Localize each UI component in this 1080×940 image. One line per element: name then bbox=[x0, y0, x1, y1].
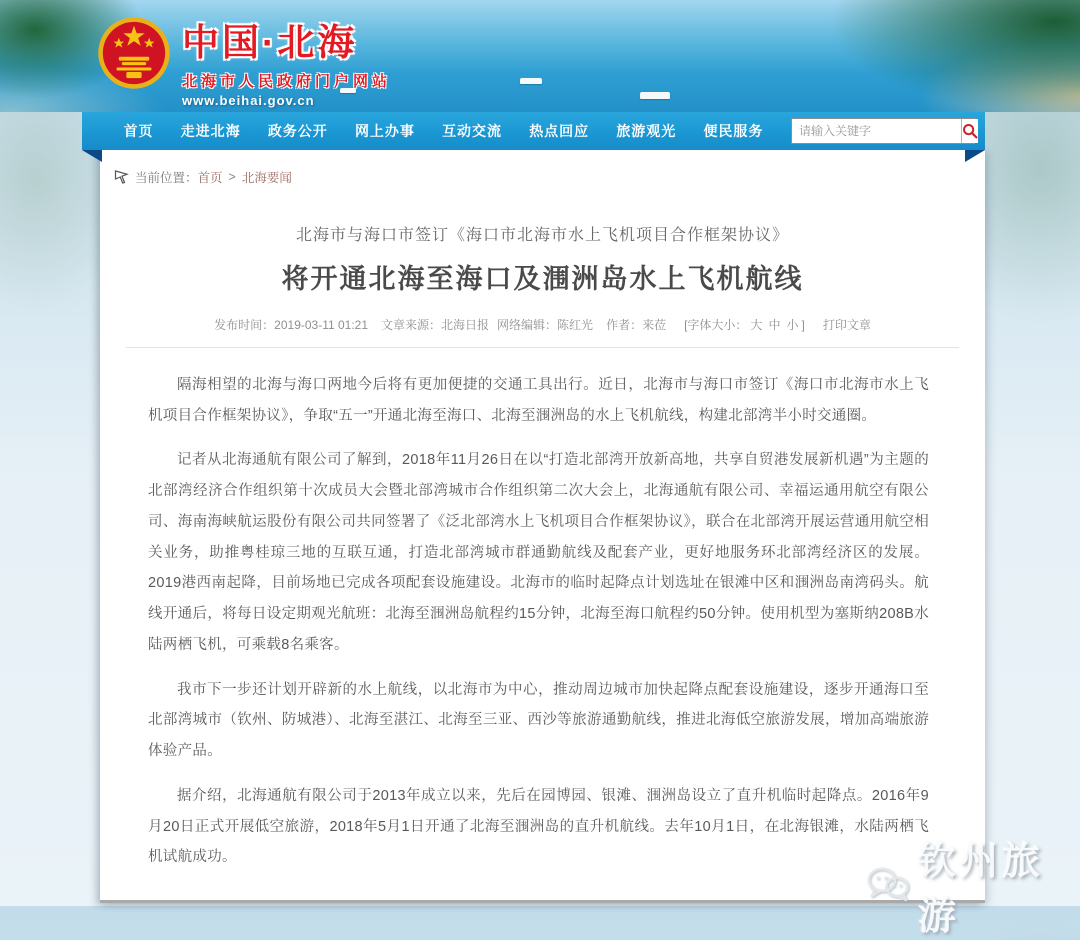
article-editor: 网络编辑：陈红光 bbox=[497, 318, 594, 332]
breadcrumb-home-link[interactable]: 首页 bbox=[197, 171, 223, 185]
article-paragraph: 我市下一步还计划开辟新的水上航线，以北海市为中心，推动周边城市加快起降点配套设施建设，逐步开通海口至北部湾城市（钦州、防城港）、北海至湛江、北海至三亚、西沙等旅游通勤航线，推进北海低空旅游发展，增加高端旅游体验产品。 bbox=[148, 681, 929, 760]
font-size-option-0[interactable]: 大 bbox=[750, 318, 763, 332]
font-size-suffix: ] bbox=[801, 318, 805, 332]
nav-item-interaction[interactable]: 互动交流 bbox=[442, 123, 503, 139]
national-emblem-icon bbox=[96, 8, 172, 98]
content-panel bbox=[100, 150, 985, 903]
search-input[interactable] bbox=[792, 119, 961, 143]
font-size-option-2[interactable]: 小 bbox=[786, 318, 799, 332]
nav-item-tourism[interactable]: 旅游观光 bbox=[616, 123, 677, 139]
site-title: 中国·北海 bbox=[182, 22, 358, 63]
breadcrumb-current-link[interactable]: 北海要闻 bbox=[241, 171, 292, 185]
breadcrumb bbox=[100, 150, 985, 196]
nav-item-convenience[interactable]: 便民服务 bbox=[703, 123, 764, 139]
publish-time: 发布时间：2019-03-11 01:21 bbox=[214, 318, 369, 332]
nav-item-home[interactable]: 首页 bbox=[123, 123, 154, 139]
font-size-option-1[interactable]: 中 bbox=[768, 318, 781, 332]
main-navigation bbox=[82, 112, 985, 150]
nav-item-gov-affairs[interactable]: 政务公开 bbox=[267, 123, 328, 139]
article-paragraph: 隔海相望的北海与海口两地今后将有更加便捷的交通工具出行。近日，北海市与海口市签订《海口市北海市水上飞机项目合作框架协议》，争取“五一”开通北海至海口、北海至涠洲岛的水上飞机航线，构建北部湾半小时交通圈。 bbox=[148, 377, 929, 424]
article-supertitle: 北海市与海口市签订《海口市北海市水上飞机项目合作框架协议》 bbox=[295, 227, 789, 244]
article-title: 将开通北海至海口及涠洲岛水上飞机航线 bbox=[281, 264, 804, 294]
article-meta bbox=[100, 316, 985, 333]
boat-decoration bbox=[520, 78, 542, 84]
site-subtitle: 北海市人民政府门户网站 bbox=[182, 73, 392, 90]
site-url: www.beihai.gov.cn bbox=[182, 93, 315, 108]
breadcrumb-separator: > bbox=[228, 170, 236, 184]
nav-items-container bbox=[82, 121, 791, 141]
font-size-control bbox=[684, 316, 805, 333]
boat-decoration bbox=[640, 92, 670, 99]
article-author: 作者：来莅 bbox=[606, 318, 667, 332]
article-paragraph: 记者从北海通航有限公司了解到，2018年11月26日在以“打造北部湾开放新高地，共享自贸港发展新机遇”为主题的北部湾经济合作组织第十次成员大会暨北部湾城市合作组织第二次大会上，北海通航有限公司、幸福运通用航空有限公司、海南海峡航运股份有限公司共同签署了《泛北部湾水上飞机项目合作框架协议》，联合在北部湾开展运营通用航空相关业务，助推粤桂琼三地的互联互通，打造北部湾城市群通勤航线及配套产业，更好地服务环北部湾经济区的发展。2019港西南起降，目前场地已完成各项配套设施建设。北海市的临时起降点计划选址在银滩中区和涠洲岛南湾码头。航线开通后，将每日设定期观光航班：北海至涠洲岛航程约15分钟，北海至海口航程约50分钟。使用机型为塞斯纳208B水陆两栖飞机，可乘载8名乘客。 bbox=[148, 452, 929, 653]
breadcrumb-prefix: 当前位置： bbox=[135, 171, 198, 185]
search-button[interactable] bbox=[961, 119, 978, 143]
print-article-button[interactable]: 打印文章 bbox=[822, 318, 871, 332]
nav-item-hot-response[interactable]: 热点回应 bbox=[529, 123, 590, 139]
search-icon bbox=[962, 123, 978, 139]
location-pointer-icon bbox=[114, 170, 129, 184]
nav-item-online-services[interactable]: 网上办事 bbox=[354, 123, 415, 139]
font-size-options bbox=[747, 318, 801, 332]
article-source: 文章来源：北海日报 bbox=[381, 318, 490, 332]
article-body bbox=[100, 348, 985, 873]
site-banner bbox=[0, 0, 1080, 112]
search-box bbox=[791, 118, 975, 144]
article-paragraph: 据介绍，北海通航有限公司于2013年成立以来，先后在园博园、银滩、涠洲岛设立了直升机临时起降点。2016年9月20日正式开展低空旅游，2018年5月1日开通了北海至涠洲岛的直升机航线。去年10月1日，在北海银滩，水陆两栖飞机试航成功。 bbox=[148, 787, 929, 866]
font-size-prefix: [字体大小： bbox=[684, 318, 748, 332]
article-header bbox=[100, 222, 985, 348]
nav-ribbon-fold-left bbox=[82, 150, 102, 162]
nav-item-about-beihai[interactable]: 走进北海 bbox=[180, 123, 241, 139]
watermark-text: 钦州旅游 bbox=[918, 841, 1045, 938]
